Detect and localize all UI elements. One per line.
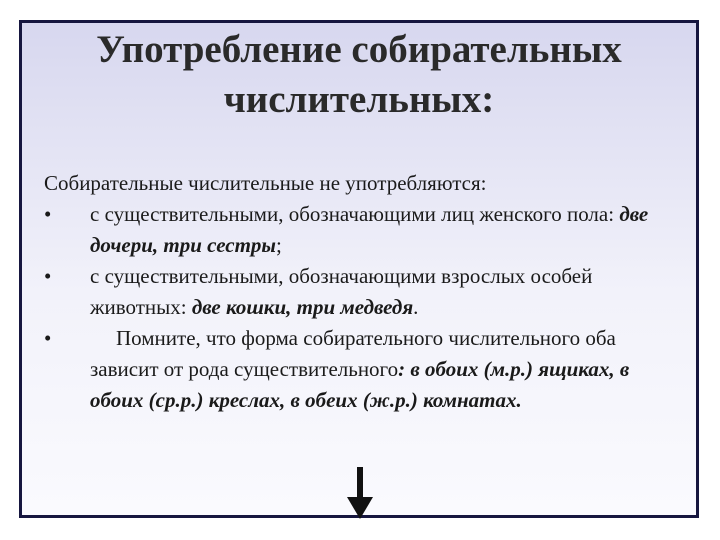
list-item [44, 261, 684, 323]
item-text: с существительными, обозначающими лиц женского пола: [90, 202, 620, 226]
intro-text: Собирательные числительные не употребляются: [44, 171, 487, 195]
item-examples: две кошки, три медведя [191, 295, 414, 319]
bullet-glyph: • [44, 326, 52, 350]
bullet-glyph: • [44, 202, 52, 226]
slide-title [22, 25, 696, 125]
list-item [44, 323, 684, 416]
item-examples: две дочери, три сестры [90, 202, 649, 257]
item-text: с существительными, обозначающими взрослых особей животных: [90, 264, 593, 319]
item-examples: : в обоих (м.р.) ящиках, в обоих (ср.р.) креслах, в обеих (ж.р.) комнатах. [90, 357, 630, 412]
bullet-glyph: • [44, 264, 52, 288]
title-line-1: Употребление собирательных [96, 28, 622, 71]
list-item [44, 199, 684, 261]
bullet-list [44, 199, 684, 416]
slide-body [44, 168, 684, 416]
arrow-down-icon [347, 467, 373, 519]
title-line-2: числительных: [223, 78, 495, 121]
item-text: Помните, что форма собирательного числительного оба зависит от рода существительного [90, 326, 616, 381]
item-tail: ; [275, 233, 282, 257]
item-tail: . [413, 295, 419, 319]
